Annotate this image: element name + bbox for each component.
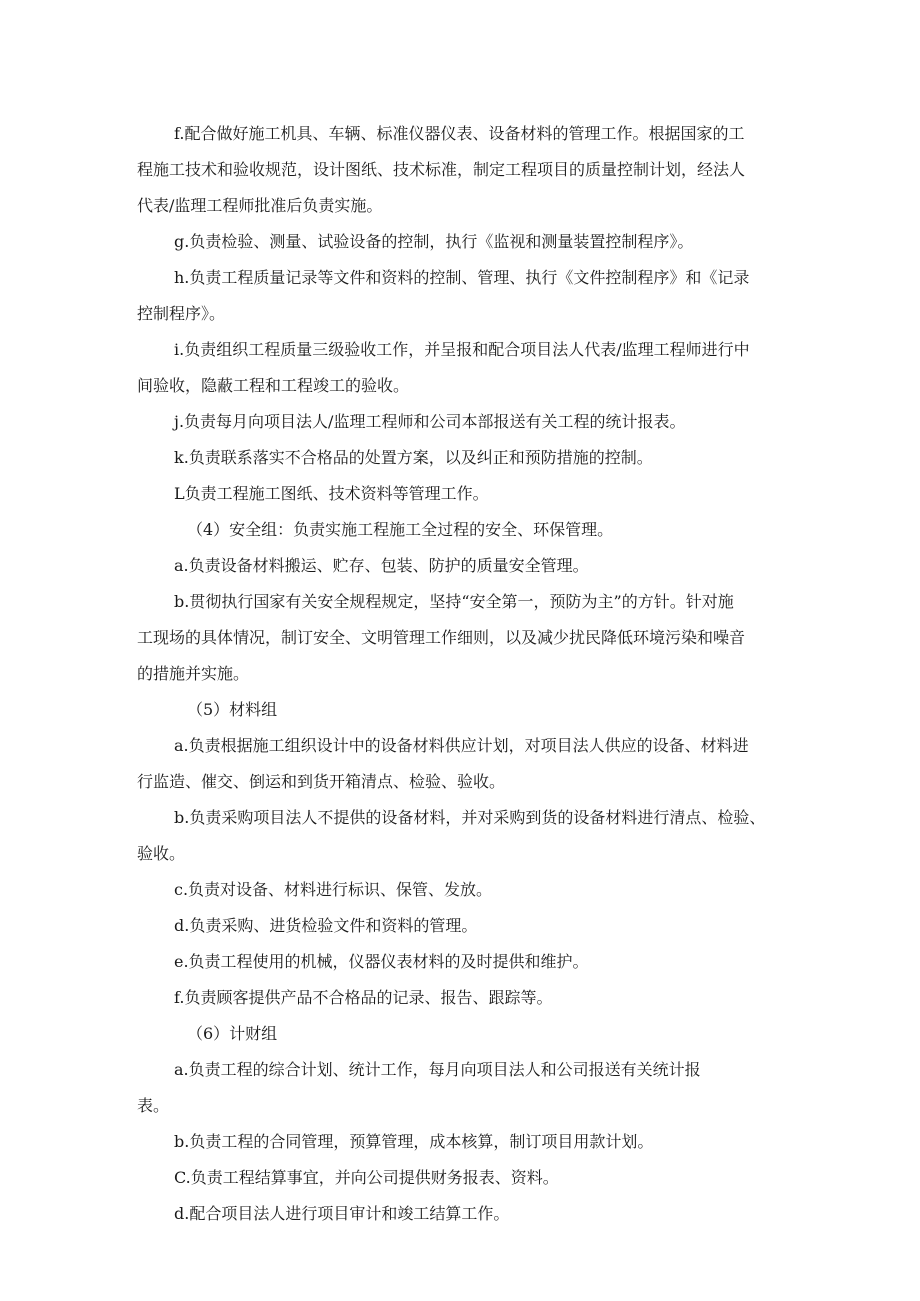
text-line-k-nonconforming: k.负责联系落实不合格品的处置方案，以及纠正和预防措施的控制。 <box>174 448 653 467</box>
text-line-g-inspection: g.负责检验、测量、试验设备的控制，执行《监视和测量装置控制程序》。 <box>174 232 694 251</box>
text-line-continuation: 间验收，隐蔽工程和工程竣工的验收。 <box>137 376 410 395</box>
text-line-continuation: 验收。 <box>137 844 186 863</box>
text-line-c-settlement: C.负责工程结算事宜，并向公司提供财务报表、资料。 <box>174 1168 559 1187</box>
text-line-i-acceptance: i.负责组织工程质量三级验收工作，并呈报和配合项目法人代表/监理工程师进行中 <box>174 340 750 359</box>
text-line-continuation: 代表/监理工程师批准后负责实施。 <box>137 196 383 215</box>
text-line-j-reports: j.负责每月向项目法人/监理工程师和公司本部报送有关工程的统计报表。 <box>174 412 686 431</box>
text-line-a-handling: a.负责设备材料搬运、贮存、包装、防护的质量安全管理。 <box>174 556 589 575</box>
text-line-f-equipment: f.配合做好施工机具、车辆、标准仪器仪表、设备材料的管理工作。根据国家的工 <box>174 124 745 143</box>
section-heading-finance: （6）计财组 <box>187 1024 278 1043</box>
text-line-continuation: 行监造、催交、倒运和到货开箱清点、检验、验收。 <box>137 772 506 791</box>
section-heading-safety: （4）安全组：负责实施工程施工全过程的安全、环保管理。 <box>187 520 614 539</box>
text-line-continuation: 表。 <box>137 1096 170 1115</box>
text-line-f-customer: f.负责顾客提供产品不合格品的记录、报告、跟踪等。 <box>174 988 553 1007</box>
text-line-continuation: 控制程序》。 <box>137 304 226 323</box>
text-line-c-labeling: c.负责对设备、材料进行标识、保管、发放。 <box>174 880 493 899</box>
text-line-e-machinery: e.负责工程使用的机械，仪器仪表材料的及时提供和维护。 <box>174 952 589 971</box>
text-line-continuation: 程施工技术和验收规范，设计图纸、技术标准，制定工程项目的质量控制计划，经法人 <box>137 160 746 179</box>
text-line-a-planning: a.负责工程的综合计划、统计工作，每月向项目法人和公司报送有关统计报 <box>174 1060 701 1079</box>
text-line-a-supply: a.负责根据施工组织设计中的设备材料供应计划，对项目法人供应的设备、材料进 <box>174 736 749 755</box>
text-line-h-records: h.负责工程质量记录等文件和资料的控制、管理、执行《文件控制程序》和《记录 <box>174 268 750 287</box>
text-line-d-audit: d.配合项目法人进行项目审计和竣工结算工作。 <box>174 1204 510 1223</box>
text-line-b-safety: b.贯彻执行国家有关安全规程规定，坚持“安全第一，预防为主”的方针。针对施 <box>174 592 734 611</box>
section-heading-materials: （5）材料组 <box>187 700 278 719</box>
text-line-b-procurement: b.负责采购项目法人不提供的设备材料，并对采购到货的设备材料进行清点、检验、 <box>174 808 766 827</box>
text-line-continuation: 工现场的具体情况，制订安全、文明管理工作细则，以及减少扰民降低环境污染和噪音 <box>137 628 746 647</box>
text-line-continuation: 的措施并实施。 <box>137 664 250 683</box>
text-line-b-contract: b.负责工程的合同管理，预算管理，成本核算，制订项目用款计划。 <box>174 1132 654 1151</box>
text-line-l-drawings: L负责工程施工图纸、技术资料等管理工作。 <box>174 484 489 503</box>
text-line-d-purchase: d.负责采购、进货检验文件和资料的管理。 <box>174 916 478 935</box>
